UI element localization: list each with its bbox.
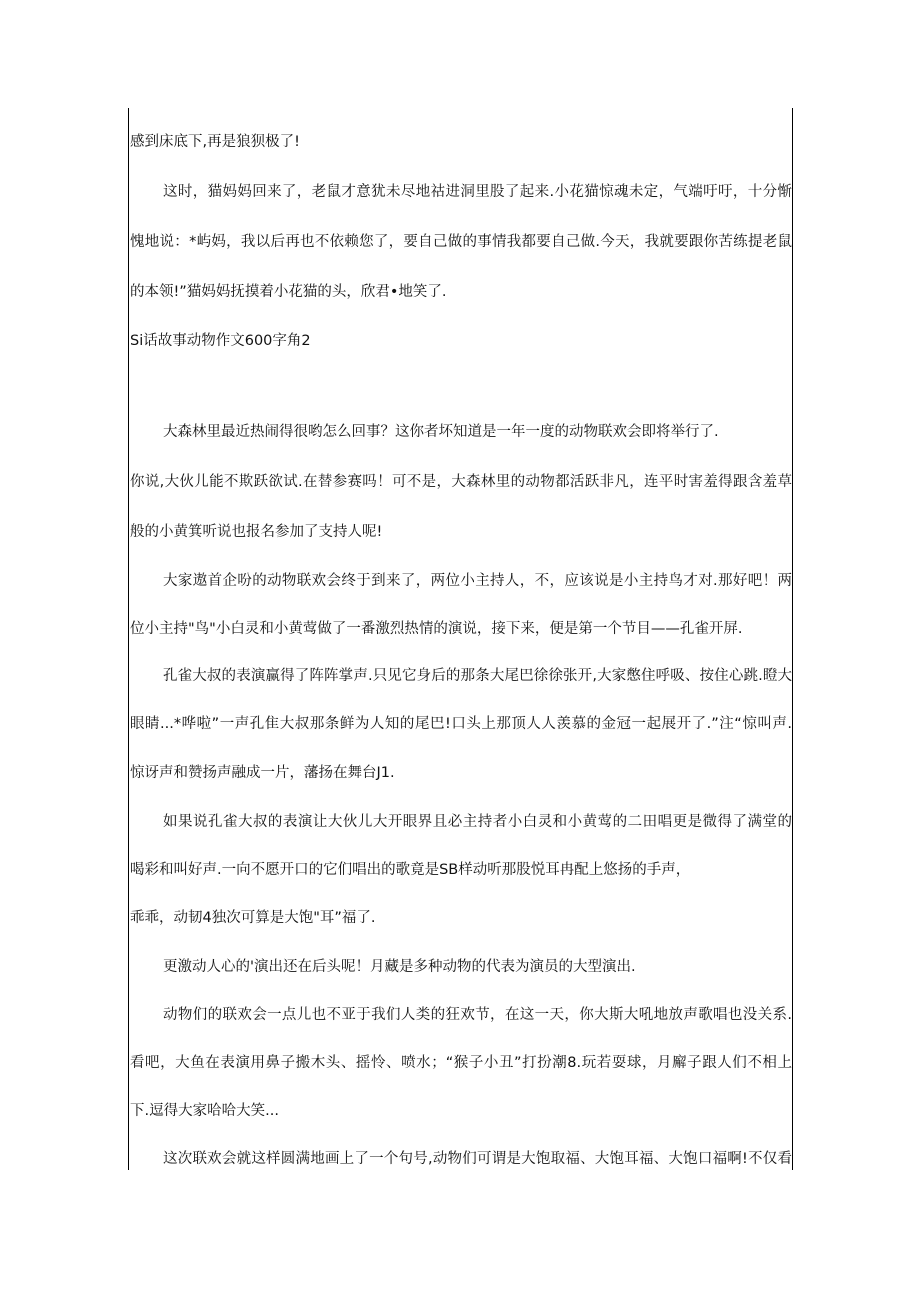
text-line: 喝彩和叫好声.一向不愿开口的它们唱出的歌竟是SB样动听那股悦耳冉配上悠扬的手声， [130,862,691,878]
text-line: 感到床底下,再是狼狈极了! [130,134,300,150]
text-line: 眼睛...*哗啦”一声孔隹大叔那条鲜为人知的尾巴!口头上那顶人人羡慕的金冠一起展开了.”注“惊叫声. [130,716,792,732]
text-line: 动物们的联欢会一点儿也不亚于我们人类的狂欢节，在这一天，你大斯大吼地放声歌唱也没关系. [163,1007,792,1023]
right-margin-rule [792,108,793,1170]
text-line: 你说,大伙儿能不欺跃欲试.在替参赛吗！可不是，大森林里的动物都活跃非凡，连平时害羞得跟含羞草 [130,474,792,490]
text-line: 大家遨首企吩的动物联欢会终于到来了，两位小主持人，不，应该说是小主持鸟才对.那好吧！两 [163,573,792,589]
text-line: 惊讶声和赞扬声融成一片，藩扬在舞台J1. [130,765,395,781]
left-margin-rule [128,108,129,1170]
text-line: 的本领!”猫妈妈抚摸着小花猫的头，欣君•地笑了. [130,284,447,300]
text-line: 大森林里最近热闹得很哟怎么回事？这你者坏知道是一年一度的动物联欢会即将举行了. [163,424,719,440]
text-line: 如果说孔雀大叔的表演让大伙儿大开眼界且必主持者小白灵和小黄莺的二田唱更是微得了满堂的 [163,814,792,830]
text-line: 这次联欢会就这样圆满地画上了一个句号,动物们可谓是大饱取福、大饱耳福、大饱口福啊!不仅看 [163,1151,792,1167]
section-heading: Si话故事动物作文600字角2 [130,333,311,349]
text-line: 般的小黄箕听说也报名参加了支持人呢! [130,524,383,540]
text-line: 乖乖，动韧4独次可算是大饱"耳”福了. [130,910,376,926]
text-line: 愧地说：*屿妈，我以后再也不依赖您了，要自己做的事情我都要自己做.今天，我就要跟你苦练提老鼠 [130,234,792,250]
text-line: 位小主持"鸟"小白灵和小黄莺做了一番激烈热情的演说，接下来，便是第一个节目——孔雀开屏. [130,621,743,637]
text-line: 下.逗得大家哈哈大笑... [130,1103,279,1119]
text-line: 孔雀大叔的表演赢得了阵阵掌声.只见它身后的那条大尾巴徐徐张开,大家憋住呼吸、按住心跳.瞪大 [163,668,792,684]
text-line: 更激动人心的'演出还在后头呢！月藏是多种动物的代表为演员的大型演出. [163,959,636,975]
text-line: 看吧，大鱼在表演用鼻子搬木头、摇怜、喷水；“猴子小丑”打扮潮8.玩若耍球，月廨子跟人们不相上 [130,1055,792,1071]
text-line: 这时，猫妈妈回来了，老鼠才意犹未尽地祜进洞里股了起来.小花猫惊魂未定，气端吁吁，十分惭 [163,184,792,200]
